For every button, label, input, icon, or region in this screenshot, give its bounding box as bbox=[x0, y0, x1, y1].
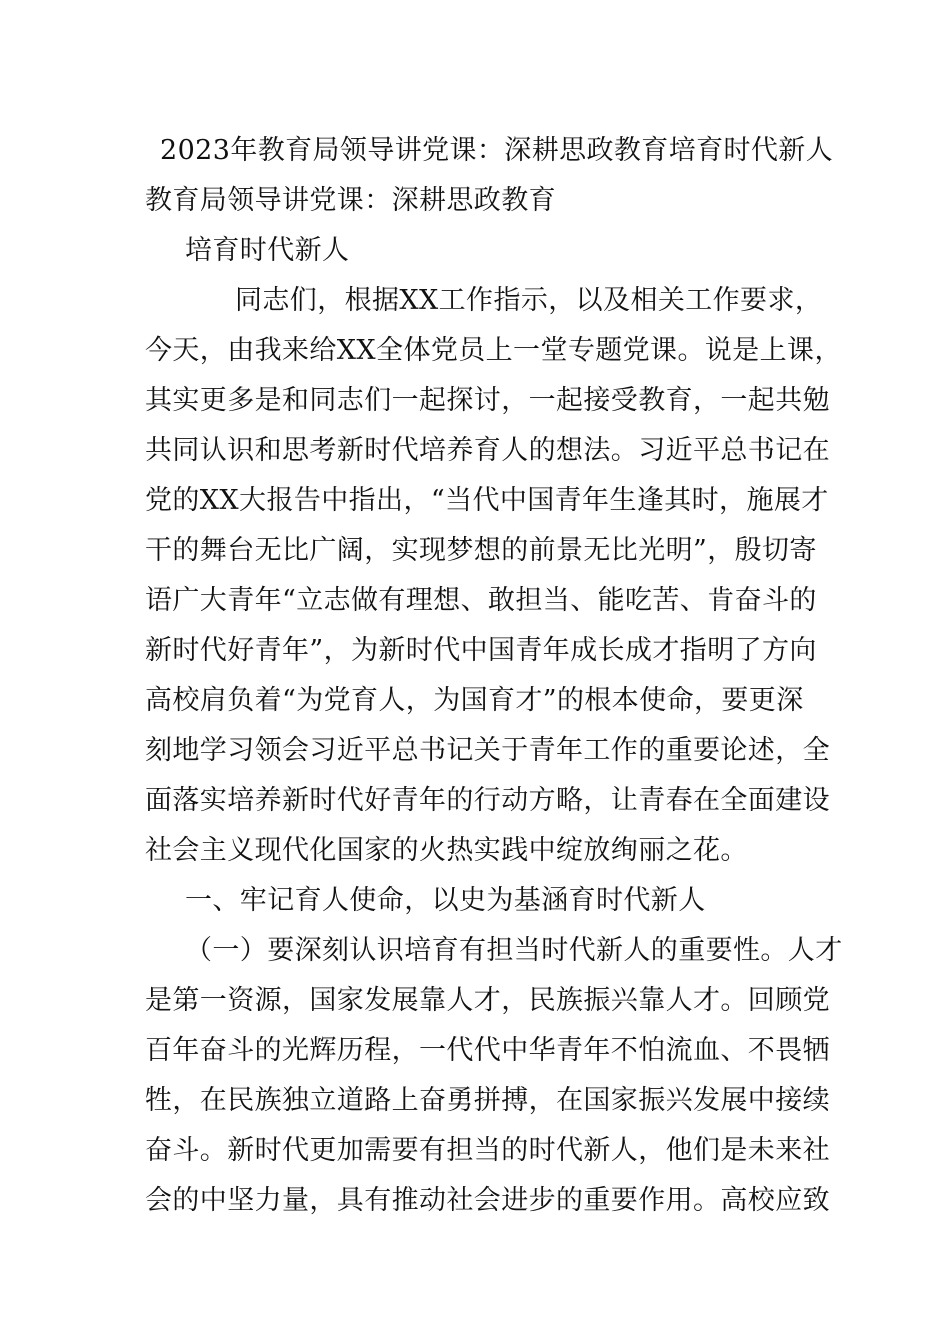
paragraph-1-line: 共同认识和思考新时代培养育人的想法。习近平总书记在 bbox=[145, 435, 830, 466]
document-subtitle-line-1: 教育局领导讲党课：深耕思政教育 bbox=[145, 185, 556, 216]
section-1-heading: 一、牢记育人使命，以史为基涵育时代新人 bbox=[185, 885, 706, 916]
document-subtitle-line-2: 培育时代新人 bbox=[185, 235, 350, 266]
paragraph-2-line: 奋斗。新时代更加需要有担当的时代新人，他们是未来社 bbox=[145, 1135, 830, 1166]
paragraph-1-line: 高校肩负着“为党育人，为国育才”的根本使命，要更深 bbox=[145, 685, 804, 716]
paragraph-1-line: 社会主义现代化国家的火热实践中绽放绚丽之花。 bbox=[145, 835, 748, 866]
paragraph-1-line: 其实更多是和同志们一起探讨，一起接受教育，一起共勉 bbox=[145, 385, 830, 416]
paragraph-2-line: 百年奋斗的光辉历程，一代代中华青年不怕流血、不畏牺 bbox=[145, 1035, 830, 1066]
paragraph-1-line: 党的XX大报告中指出，“当代中国青年生逢其时，施展才 bbox=[145, 485, 829, 516]
paragraph-2-line: （一）要深刻认识培育有担当时代新人的重要性。人才 bbox=[185, 935, 843, 966]
paragraph-2-line: 牲，在民族独立道路上奋勇拼搏，在国家振兴发展中接续 bbox=[145, 1085, 830, 1116]
paragraph-1-line: 面落实培养新时代好青年的行动方略，让青春在全面建设 bbox=[145, 785, 830, 816]
document-title: 2023年教育局领导讲党课：深耕思政教育培育时代新人 bbox=[160, 135, 834, 166]
paragraph-1-line: 语广大青年“立志做有理想、敢担当、能吃苦、肯奋斗的 bbox=[145, 585, 817, 616]
paragraph-1-line: 干的舞台无比广阔，实现梦想的前景无比光明”，殷切寄 bbox=[145, 535, 817, 566]
paragraph-2-line: 会的中坚力量，具有推动社会进步的重要作用。高校应致 bbox=[145, 1185, 830, 1216]
paragraph-1-line: 同志们，根据XX工作指示，以及相关工作要求， bbox=[235, 285, 823, 316]
paragraph-1-line: 新时代好青年”，为新时代中国青年成长成才指明了方向 bbox=[145, 635, 817, 666]
paragraph-2-line: 是第一资源，国家发展靠人才，民族振兴靠人才。回顾党 bbox=[145, 985, 830, 1016]
paragraph-1-line: 刻地学习领会习近平总书记关于青年工作的重要论述，全 bbox=[145, 735, 830, 766]
paragraph-1-line: 今天，由我来给XX全体党员上一堂专题党课。说是上课， bbox=[145, 335, 842, 366]
